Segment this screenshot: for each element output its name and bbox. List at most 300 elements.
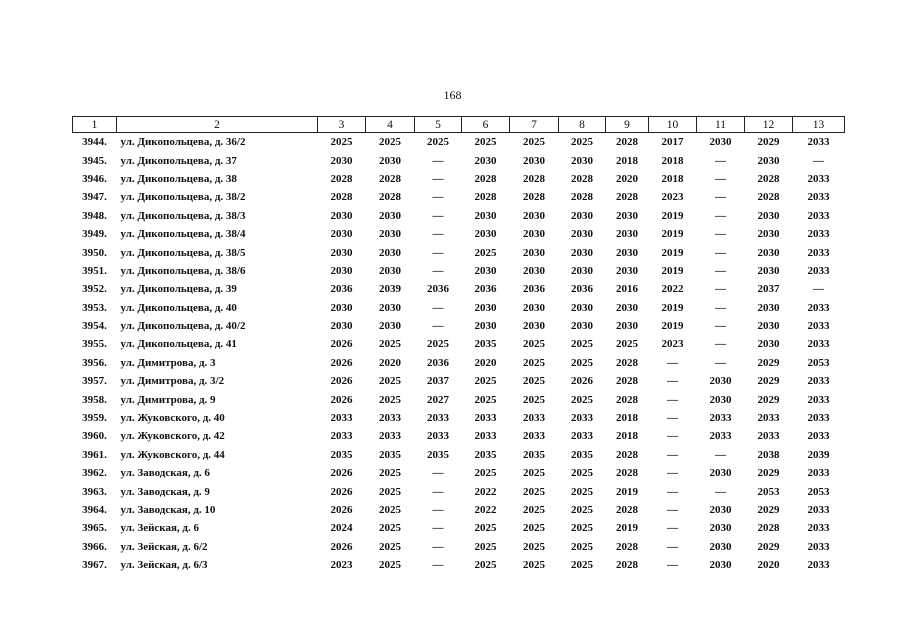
year-cell: —	[715, 191, 726, 204]
year-cell: 2030	[571, 246, 593, 259]
year-cell: 2033	[571, 412, 593, 425]
row-number: 3944.	[82, 136, 107, 149]
header-cell-8: 8	[559, 117, 606, 133]
year-cell: 2025	[474, 522, 497, 535]
year-cell: 2028	[571, 191, 593, 204]
year-cell: 2025	[523, 540, 545, 553]
year-cell: 2035	[474, 338, 497, 351]
year-cell: 2036	[571, 283, 593, 296]
address-cell: ул. Заводская, д. 9	[120, 485, 210, 498]
year-cell: 2033	[807, 228, 830, 241]
year-cell: 2019	[661, 209, 684, 222]
table-row	[73, 262, 845, 280]
year-cell: 2025	[379, 504, 401, 516]
row-number: 3964.	[82, 504, 107, 516]
header-cell-3: 3	[318, 117, 366, 133]
year-cell: —	[813, 154, 824, 167]
address-cell: ул. Зейская, д. 6/2	[120, 540, 208, 553]
address-cell: ул. Дикопольцева, д. 38/4	[120, 228, 246, 241]
table-row	[73, 501, 845, 519]
year-cell: 2033	[807, 522, 830, 535]
year-cell: —	[715, 172, 726, 185]
year-cell: 2030	[330, 320, 353, 333]
header-cell-13: 13	[793, 117, 845, 133]
year-cell: 2028	[523, 172, 545, 185]
year-cell: 2033	[807, 338, 830, 351]
year-cell: —	[432, 264, 444, 277]
year-cell: 2025	[523, 467, 545, 480]
year-cell: —	[715, 320, 726, 333]
row-number: 3959.	[82, 412, 107, 425]
year-cell: 2030	[523, 320, 545, 333]
year-cell: 2030	[474, 320, 497, 333]
table-row	[73, 427, 845, 445]
year-cell: 2030	[523, 264, 545, 277]
year-cell: 2033	[757, 430, 780, 443]
year-cell: —	[667, 412, 678, 425]
year-cell: 2019	[661, 264, 684, 277]
year-cell: —	[813, 283, 824, 296]
year-cell: 2025	[474, 393, 497, 406]
year-cell: 2025	[571, 540, 593, 553]
year-cell: 2030	[616, 320, 638, 333]
row-number: 3946.	[82, 172, 107, 185]
year-cell: 2029	[757, 375, 780, 388]
year-cell: 2037	[427, 375, 449, 388]
year-cell: 2036	[523, 283, 545, 296]
year-cell: —	[432, 504, 444, 516]
year-cell: 2033	[807, 412, 830, 425]
year-cell: 2033	[807, 264, 830, 277]
year-cell: 2019	[661, 301, 684, 314]
year-cell: 2028	[757, 191, 780, 204]
year-cell: 2018	[616, 430, 638, 443]
header-cell-2: 2	[117, 117, 318, 133]
row-number: 3953.	[82, 301, 107, 314]
row-number: 3952.	[82, 283, 107, 296]
year-cell: 2030	[523, 209, 545, 222]
year-cell: 2036	[427, 356, 449, 369]
address-cell: ул. Дикопольцева, д. 40/2	[120, 320, 246, 333]
year-cell: 2033	[807, 136, 830, 149]
year-cell: —	[715, 283, 726, 296]
year-cell: 2019	[661, 228, 684, 241]
year-cell: 2028	[474, 172, 497, 185]
year-cell: 2022	[661, 283, 684, 296]
year-cell: 2033	[330, 412, 353, 425]
year-cell: —	[667, 540, 678, 553]
row-number: 3949.	[82, 228, 107, 241]
year-cell: 2025	[330, 136, 353, 149]
address-cell: ул. Дикопольцева, д. 37	[120, 154, 237, 167]
year-cell: 2030	[474, 301, 497, 314]
row-number: 3962.	[82, 467, 107, 480]
year-cell: 2025	[474, 540, 497, 553]
year-cell: 2025	[474, 246, 497, 259]
year-cell: —	[715, 301, 726, 314]
year-cell: 2053	[757, 485, 780, 498]
year-cell: 2033	[709, 412, 732, 425]
year-cell: 2025	[379, 375, 401, 388]
year-cell: 2030	[709, 522, 732, 535]
address-cell: ул. Димитрова, д. 3/2	[120, 375, 225, 388]
year-cell: 2020	[757, 559, 780, 572]
address-cell: ул. Дикопольцева, д. 40	[120, 301, 237, 314]
year-cell: —	[432, 246, 444, 259]
year-cell: 2026	[330, 540, 353, 553]
year-cell: 2026	[330, 504, 353, 516]
year-cell: 2025	[379, 136, 401, 149]
year-cell: 2030	[379, 264, 401, 277]
year-cell: 2038	[757, 448, 780, 461]
table-row	[73, 372, 845, 390]
year-cell: 2027	[427, 393, 449, 406]
row-number: 3945.	[82, 154, 107, 167]
year-cell: 2036	[330, 283, 353, 296]
year-cell: —	[715, 209, 726, 222]
header-cell-12: 12	[745, 117, 793, 133]
year-cell: 2033	[757, 412, 780, 425]
header-cell-7: 7	[510, 117, 559, 133]
table-row	[73, 335, 845, 353]
year-cell: —	[432, 467, 444, 480]
year-cell: 2030	[709, 375, 732, 388]
year-cell: 2028	[474, 191, 497, 204]
table-row	[73, 354, 845, 372]
year-cell: 2030	[330, 154, 353, 167]
table-row	[73, 243, 845, 261]
address-cell: ул. Зейская, д. 6/3	[120, 559, 208, 572]
table-row	[73, 133, 845, 152]
year-cell: 2030	[709, 393, 732, 406]
table-row	[73, 225, 845, 243]
year-cell: 2028	[616, 540, 638, 553]
year-cell: 2037	[757, 283, 780, 296]
header-cell-4: 4	[366, 117, 415, 133]
year-cell: 2025	[571, 504, 593, 516]
year-cell: 2025	[523, 522, 545, 535]
year-cell: —	[715, 338, 726, 351]
year-cell: —	[667, 375, 678, 388]
year-cell: 2030	[757, 264, 780, 277]
header-cell-1: 1	[73, 117, 117, 133]
year-cell: 2030	[757, 338, 780, 351]
row-number: 3963.	[82, 485, 107, 498]
year-cell: 2053	[807, 485, 830, 498]
year-cell: 2033	[807, 191, 830, 204]
year-cell: 2026	[330, 338, 353, 351]
year-cell: 2030	[379, 301, 401, 314]
year-cell: 2025	[379, 559, 401, 572]
address-cell: ул. Димитрова, д. 9	[120, 393, 216, 406]
year-cell: 2025	[523, 393, 545, 406]
year-cell: —	[667, 522, 678, 535]
year-cell: 2018	[616, 412, 638, 425]
year-cell: 2035	[474, 448, 497, 461]
row-number: 3966.	[82, 540, 107, 553]
year-cell: 2033	[523, 430, 545, 443]
year-cell: 2035	[523, 448, 545, 461]
year-cell: 2029	[757, 393, 780, 406]
header-cell-6: 6	[462, 117, 510, 133]
year-cell: 2030	[571, 154, 593, 167]
year-cell: —	[432, 540, 444, 553]
year-cell: 2028	[616, 375, 638, 388]
year-cell: 2028	[616, 356, 638, 369]
address-cell: ул. Дикопольцева, д. 38/2	[120, 191, 246, 204]
year-cell: —	[667, 467, 678, 480]
year-cell: 2033	[474, 430, 497, 443]
year-cell: —	[715, 356, 726, 369]
year-cell: 2022	[474, 485, 497, 498]
header-cell-5: 5	[415, 117, 462, 133]
year-cell: 2019	[616, 522, 638, 535]
year-cell: 2018	[661, 154, 684, 167]
year-cell: 2019	[661, 246, 684, 259]
row-number: 3950.	[82, 246, 107, 259]
year-cell: 2025	[379, 338, 401, 351]
address-cell: ул. Дикопольцева, д. 38/3	[120, 209, 246, 222]
table-row	[73, 188, 845, 206]
year-cell: 2030	[474, 264, 497, 277]
row-number: 3956.	[82, 356, 107, 369]
page-number: 168	[443, 88, 462, 102]
row-number: 3957.	[82, 375, 107, 388]
year-cell: 2028	[523, 191, 545, 204]
year-cell: 2030	[330, 228, 353, 241]
address-cell: ул. Дикопольцева, д. 39	[120, 283, 237, 296]
year-cell: 2030	[523, 301, 545, 314]
year-cell: 2030	[330, 301, 353, 314]
year-cell: 2033	[330, 430, 353, 443]
year-cell: 2028	[616, 467, 638, 480]
year-cell: —	[432, 154, 444, 167]
year-cell: 2028	[330, 172, 353, 185]
year-cell: 2033	[807, 320, 830, 333]
year-cell: 2033	[807, 430, 830, 443]
year-cell: —	[715, 228, 726, 241]
year-cell: 2023	[661, 338, 684, 351]
year-cell: 2026	[571, 375, 593, 388]
year-cell: 2029	[757, 540, 780, 553]
year-cell: —	[432, 228, 444, 241]
year-cell: 2019	[661, 320, 684, 333]
year-cell: 2029	[757, 136, 780, 149]
year-cell: —	[432, 301, 444, 314]
year-cell: 2030	[616, 301, 638, 314]
year-cell: 2028	[571, 172, 593, 185]
year-cell: 2033	[807, 504, 830, 516]
row-number: 3948.	[82, 209, 107, 222]
address-cell: ул. Жуковского, д. 40	[120, 412, 225, 425]
table-body	[73, 133, 845, 575]
year-cell: —	[715, 485, 726, 498]
year-cell: 2033	[709, 430, 732, 443]
year-cell: 2030	[571, 264, 593, 277]
year-cell: 2026	[330, 393, 353, 406]
year-cell: 2026	[330, 467, 353, 480]
year-cell: 2030	[757, 301, 780, 314]
year-cell: 2025	[523, 136, 545, 149]
year-cell: 2035	[379, 448, 401, 461]
row-number: 3958.	[82, 393, 107, 406]
year-cell: 2030	[757, 320, 780, 333]
year-cell: 2039	[379, 283, 401, 296]
year-cell: 2030	[523, 228, 545, 241]
year-cell: 2033	[807, 172, 830, 185]
year-cell: 2025	[571, 393, 593, 406]
year-cell: 2024	[330, 522, 353, 535]
year-cell: 2026	[330, 485, 353, 498]
year-cell: 2035	[571, 448, 593, 461]
year-cell: 2033	[379, 412, 401, 425]
address-cell: ул. Жуковского, д. 42	[120, 430, 225, 443]
table-row	[73, 556, 845, 574]
table-row	[73, 464, 845, 482]
year-cell: 2033	[807, 301, 830, 314]
address-cell: ул. Дикопольцева, д. 38/6	[120, 264, 246, 277]
address-cell: ул. Дикопольцева, д. 38	[120, 172, 237, 185]
year-cell: 2033	[474, 412, 497, 425]
address-cell: ул. Зейская, д. 6	[120, 522, 199, 535]
year-cell: 2018	[616, 154, 638, 167]
year-cell: 2025	[616, 338, 638, 351]
address-cell: ул. Жуковского, д. 44	[120, 448, 225, 461]
address-cell: ул. Заводская, д. 6	[120, 467, 210, 480]
year-cell: —	[667, 430, 678, 443]
year-cell: 2025	[523, 375, 545, 388]
year-cell: 2030	[571, 301, 593, 314]
year-cell: —	[715, 246, 726, 259]
table-row	[73, 390, 845, 408]
year-cell: 2035	[330, 448, 353, 461]
year-cell: 2025	[379, 540, 401, 553]
year-cell: 2030	[709, 559, 732, 572]
schedule-table	[72, 116, 845, 574]
year-cell: 2030	[571, 209, 593, 222]
header-cell-10: 10	[649, 117, 697, 133]
year-cell: 2025	[474, 559, 497, 572]
year-cell: 2033	[807, 559, 830, 572]
year-cell: 2030	[571, 320, 593, 333]
table-row	[73, 446, 845, 464]
row-number: 3961.	[82, 448, 107, 461]
year-cell: 2029	[757, 504, 780, 516]
year-cell: 2025	[571, 485, 593, 498]
year-cell: 2018	[661, 172, 684, 185]
year-cell: 2030	[757, 228, 780, 241]
year-cell: 2036	[474, 283, 497, 296]
table-row	[73, 317, 845, 335]
year-cell: 2023	[661, 191, 684, 204]
row-number: 3951.	[82, 264, 107, 277]
year-cell: 2030	[616, 246, 638, 259]
year-cell: 2028	[616, 191, 638, 204]
year-cell: 2019	[616, 485, 638, 498]
year-cell: 2033	[427, 412, 449, 425]
year-cell: 2023	[330, 559, 353, 572]
year-cell: 2030	[330, 246, 353, 259]
year-cell: 2025	[571, 467, 593, 480]
year-cell: —	[667, 485, 678, 498]
year-cell: —	[432, 485, 444, 498]
year-cell: 2029	[757, 467, 780, 480]
year-cell: 2030	[379, 320, 401, 333]
year-cell: 2033	[807, 246, 830, 259]
year-cell: 2030	[474, 154, 497, 167]
table-row	[73, 482, 845, 500]
year-cell: 2035	[427, 448, 449, 461]
year-cell: 2028	[379, 191, 401, 204]
row-number: 3947.	[82, 191, 107, 204]
year-cell: 2025	[474, 375, 497, 388]
year-cell: 2033	[807, 540, 830, 553]
year-cell: 2025	[427, 338, 449, 351]
year-cell: 2030	[616, 264, 638, 277]
year-cell: 2030	[709, 540, 732, 553]
year-cell: —	[715, 264, 726, 277]
year-cell: 2025	[571, 356, 593, 369]
year-cell: 2030	[379, 246, 401, 259]
year-cell: 2028	[616, 559, 638, 572]
year-cell: 2033	[807, 467, 830, 480]
year-cell: 2033	[807, 393, 830, 406]
year-cell: 2030	[379, 209, 401, 222]
year-cell: —	[667, 448, 678, 461]
year-cell: 2030	[709, 136, 732, 149]
year-cell: 2025	[571, 136, 593, 149]
year-cell: 2028	[330, 191, 353, 204]
year-cell: 2028	[757, 172, 780, 185]
table-row	[73, 151, 845, 169]
year-cell: —	[667, 504, 678, 516]
row-number: 3967.	[82, 559, 107, 572]
year-cell: 2025	[523, 504, 545, 516]
table-row	[73, 207, 845, 225]
year-cell: 2030	[616, 209, 638, 222]
year-cell: 2016	[616, 283, 638, 296]
year-cell: —	[432, 320, 444, 333]
header-cell-11: 11	[697, 117, 745, 133]
year-cell: 2028	[616, 136, 638, 149]
table-row	[73, 299, 845, 317]
year-cell: 2029	[757, 356, 780, 369]
year-cell: —	[432, 209, 444, 222]
year-cell: 2030	[616, 228, 638, 241]
year-cell: 2033	[523, 412, 545, 425]
year-cell: 2030	[523, 246, 545, 259]
year-cell: 2028	[616, 393, 638, 406]
year-cell: 2030	[757, 154, 780, 167]
year-cell: 2025	[474, 467, 497, 480]
year-cell: 2030	[571, 228, 593, 241]
year-cell: 2030	[474, 209, 497, 222]
address-cell: ул. Дикопольцева, д. 36/2	[120, 136, 246, 149]
address-cell: ул. Дикопольцева, д. 38/5	[120, 246, 246, 259]
year-cell: 2020	[616, 172, 638, 185]
year-cell: 2020	[474, 356, 497, 369]
year-cell: 2026	[330, 375, 353, 388]
year-cell: 2025	[571, 338, 593, 351]
year-cell: 2030	[474, 228, 497, 241]
year-cell: —	[667, 356, 678, 369]
table-row	[73, 280, 845, 298]
year-cell: —	[432, 172, 444, 185]
table-row	[73, 538, 845, 556]
year-cell: 2030	[757, 246, 780, 259]
year-cell: 2025	[523, 356, 545, 369]
row-number: 3960.	[82, 430, 107, 443]
